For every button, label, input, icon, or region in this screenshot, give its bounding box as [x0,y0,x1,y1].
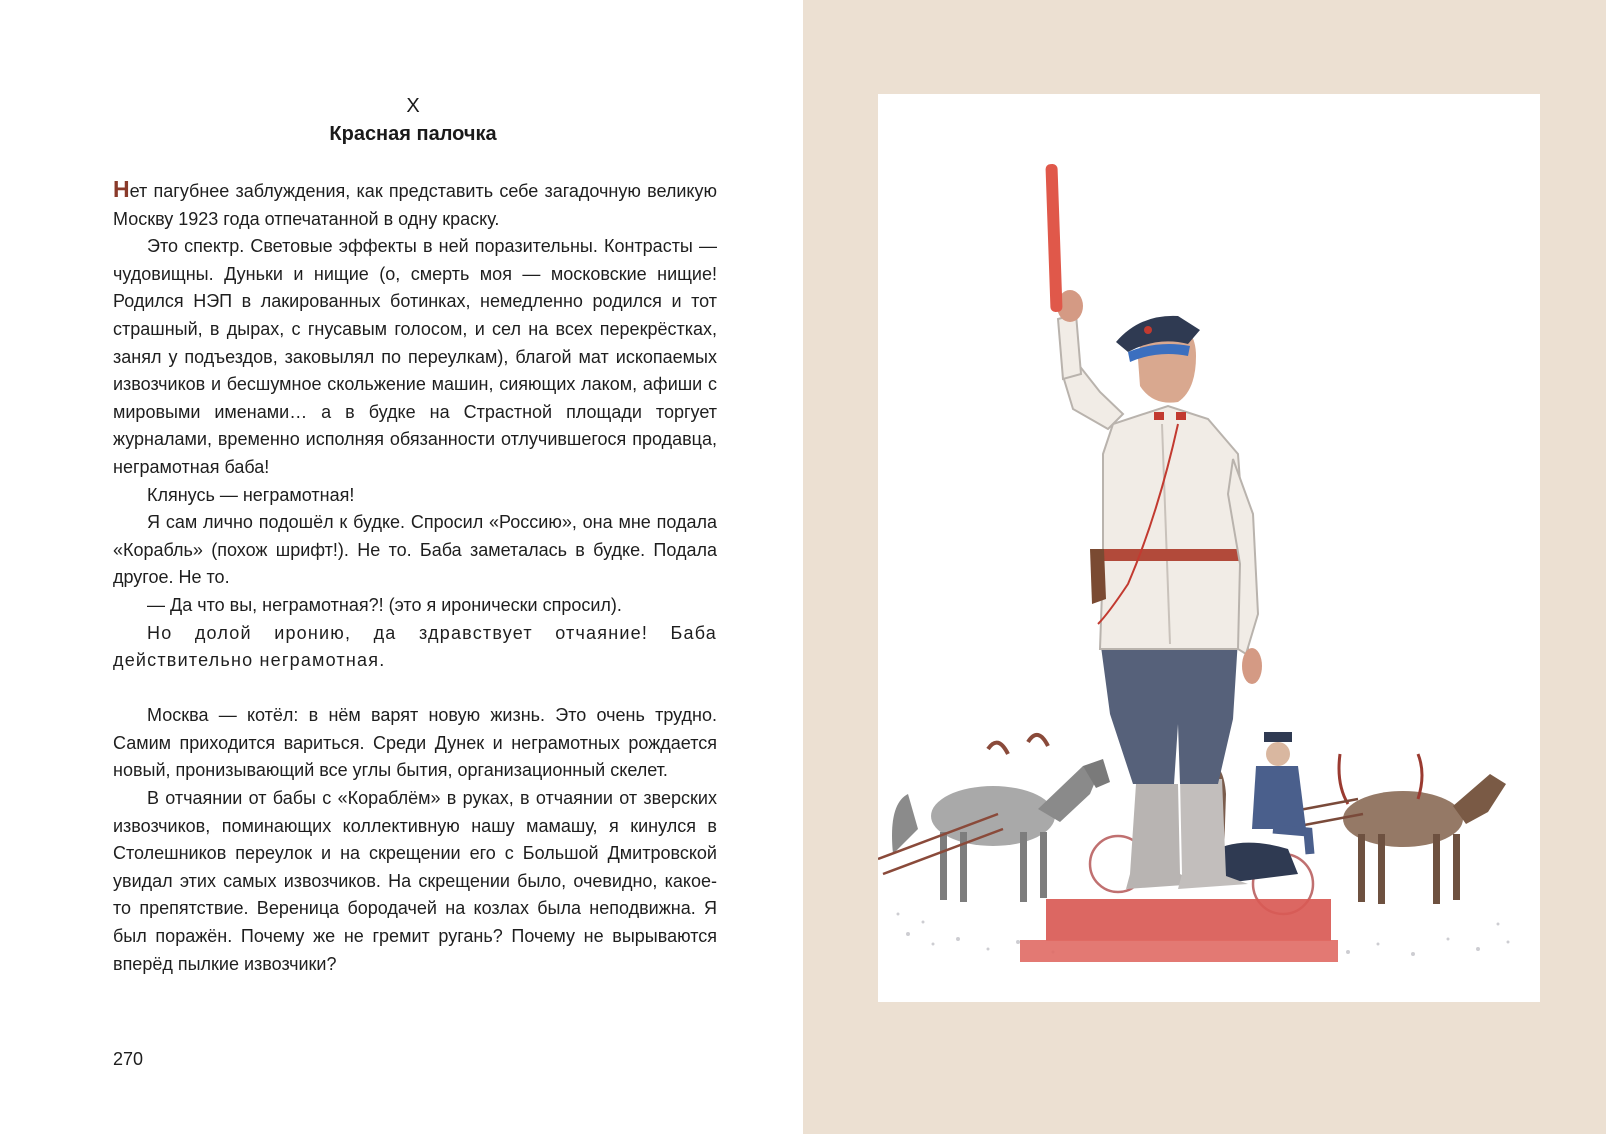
left-horse [878,735,1110,902]
paragraph: Москва — котёл: в нём варят новую жизнь. Это очень трудно. Самим приходится вариться. Среди Дунек и неграмотных рождается новый, пронизывающий все углы бытия, организационный скелет. [113,705,717,781]
paragraph: Клянусь — неграмотная! [147,484,355,505]
paragraph: Нет пагубнее заблуждения, как представить себе загадочную великую Москву 1923 года отпечатанной в одну краску. [113,176,717,229]
paragraph: В отчаянии от бабы с «Кораблём» в руках, в отчаянии от зверских извозчиков, поминающих коллективную нашу мамашу, я кинулся в Столешников переулок и на скрещении его с Большой Дмитровской увидал этих самых извозчиков. На скрещении было, очевидно, какое-то препятствие. Вереница бородачей на козлах была неподвижна. Я был поражён. Почему же не гремит ругань? Почему не вырываются вперёд пылкие извозчики? [113,788,717,974]
cabman [1252,732,1310,854]
paragraph: Это спектр. Световые эффекты в ней поразительны. Контрасты — чудовищны. Дуньки и нищие (о, смерть моя — московские нищие! Родился НЭП в лакированных ботинках, немедленно родился и тот страшный, в дырах, с гнусавым голосом, и сел на всех перекрёстках, занял у подъездов, заковылял по переулкам), благой мат ископаемых извозчиков и бесшумное скольжение машин, сияющих лаком, афиши с мировыми именами… а в будке на Страстной площади торгует журналами, временно исполняя обязанности отлучившегося продавца, неграмотная баба! [113,236,717,477]
paragraph: Но долой иронию, да здравствует отчаяние! Баба действительно неграмотная. [113,622,717,671]
body-text [113,176,717,978]
policeman [1057,290,1262,889]
paragraph: — Да что вы, неграмотная?! (это я иронически спросил). [147,594,622,615]
drop-cap: Н [113,176,130,202]
page-number: 270 [113,1049,144,1069]
chapter-number: X [406,95,420,117]
illustration-frame [878,94,1540,1002]
paragraph: Я сам лично подошёл к будке. Спросил «Россию», она мне подала «Корабль» (похож шрифт!). Не то. Баба заметалась в будке. Подала другое. Не то. [113,512,717,588]
chapter-title: Красная палочка [329,123,497,145]
chapter-heading [113,92,713,148]
pedestal [1020,899,1338,962]
policeman-illustration [878,94,1540,1002]
red-baton [1045,164,1062,312]
